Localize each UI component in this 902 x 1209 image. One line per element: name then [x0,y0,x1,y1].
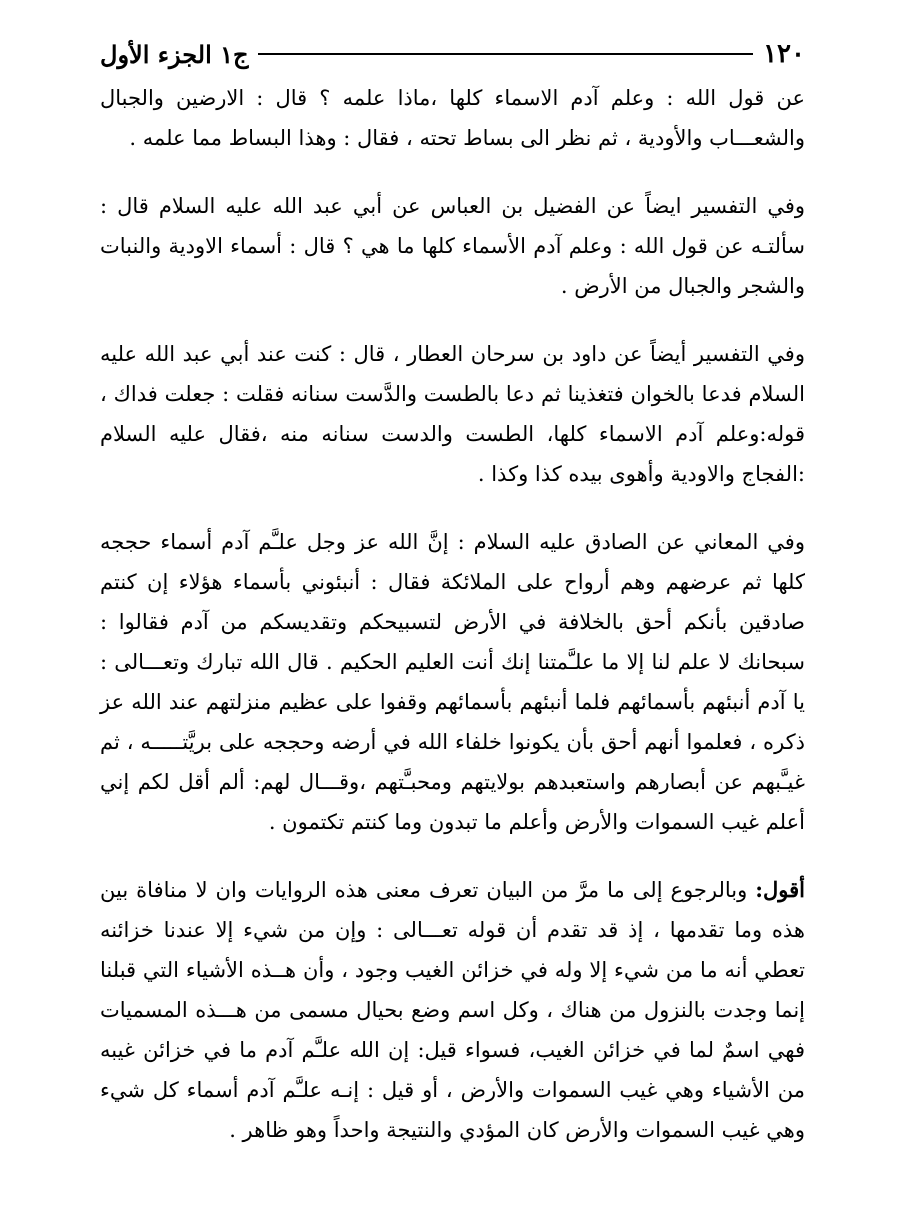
paragraph-text: عن قول الله : وعلم آدم الاسماء كلها ،ماذا علمه ؟ قال : الارضين والجبال والشعـــاب والأودية ، ثم نظر الى بساط تحته ، فقال : وهذا البساط مما علمه . [100,86,805,150]
page-header [100,36,805,72]
paragraph-lead-word: أقول: [755,877,805,902]
running-head: ج١ الجزء الأول [100,39,249,69]
paragraph-3 [100,334,805,494]
paragraph-text: وفي التفسير ايضاً عن الفضيل بن العباس عن أبي عبد الله عليه السلام قال : سألتـه عن قول الله : وعلم آدم الأسماء كلها ما هي ؟ قال : أسماء الاودية والنبات والشجر والجبال من الأرض . [100,194,805,298]
book-page [100,36,805,1150]
paragraph-5 [100,870,805,1150]
paragraph-text: وبالرجوع إلى ما مرَّ من البيان تعرف معنى هذه الروايات وان لا منافاة بين هذه وما تقدمها ، إذ قد تقدم أن قوله تعـــالى : وإن من شيء إلا عندنا خزائنه تعطي أنه ما من شيء إلا وله في خزائن الغيب وجود ، وأن هــذه الأشياء التي قبلنا إنما وجدت بالنزول من هناك ، وكل اسم وضع بحيال مسمى من هـــذه المسميات فهي اسمٌ لما في خزائن الغيب، فسواء قيل: إن الله علـَّم آدم ما في خزائن غيبه من الأشياء وهي غيب السموات والأرض ، أو قيل : إنـه علـَّم آدم أسماء كل شيء وهي غيب السموات والأرض كان المؤدي والنتيجة واحداً وهو ظاهر . [100,878,805,1142]
page-number: ١٢٠ [763,39,805,69]
paragraph-2 [100,186,805,306]
paragraph-text: وفي المعاني عن الصادق عليه السلام : إنَّ الله عز وجل علـَّم آدم أسماء حججه كلها ثم عرضهم وهم أرواح على الملائكة فقال : أنبئوني بأسماء هؤلاء إن كنتم صادقين بأنكم أحق بالخلافة في الأرض لتسبيحكم وتقديسكم من آدم فقالوا : سبحانك لا علم لنا إلا ما علـَّمتنا إنك أنت العليم الحكيم . قال الله تبارك وتعـــالى : يا آدم أنبئهم بأسمائهم فلما أنبئهم بأسمائهم وقفوا على عظيم منزلتهم عند الله عز ذكره ، فعلموا أنهم أحق بأن يكونوا خلفاء الله في أرضه وحججه على بريَّتـــــه ، ثم غيـَّبهم عن أبصارهم واستعبدهم بولايتهم ومحبـَّتهم ،وقـــال لهم: ألم أقل لكم إني أعلم غيب السموات والأرض وأعلم ما تبدون وما كنتم تكتمون . [100,530,806,834]
paragraph-4 [100,522,805,842]
header-rule [258,53,753,55]
paragraph-text: وفي التفسير أيضاً عن داود بن سرحان العطار ، قال : كنت عند أبي عبد الله عليه السلام فدعا بالخوان فتغذينا ثم دعا بالطست والدَّست سنانه فقلت : جعلت فداك ، قوله:وعلم آدم الاسماء كلها، الطست والدست سنانه منه ،فقال عليه السلام :الفجاج والاودية وأهوى بيده كذا وكذا . [100,342,805,486]
paragraph-1 [100,78,805,158]
